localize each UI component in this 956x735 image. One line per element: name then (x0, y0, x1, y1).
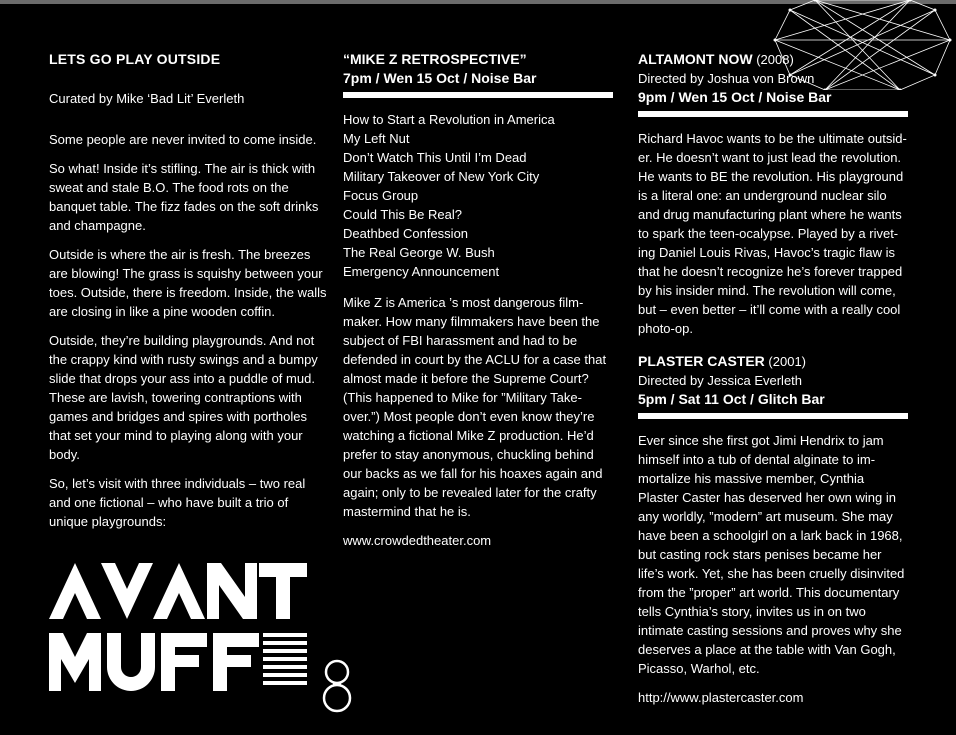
film-list (343, 110, 615, 281)
list-item: Don’t Watch This Until I’m Dead (343, 150, 527, 165)
film-director: Directed by Joshua von Brown (638, 71, 815, 86)
program-schedule: 7pm / Wen 15 Oct / Noise Bar (343, 70, 537, 86)
list-item: How to Start a Revolution in America (343, 112, 555, 127)
intro-column (49, 50, 327, 541)
film-description: Richard Havoc wants to be the ultimate outsid-er. He doesn’t want to just lead the revolution. He wants to BE the revolution. His playground is a literal one: an underground nuclear silo and drug manufacturing plant where he wants to spark the teen-ocalypse. Played by a rivet-ing Daniel Louis Rivas, Havoc’s tragic flaw is that he doesn’t recognize he’s forever trapped by his insider mind. The revolution will come, but – even better – it’ll come with a really cool photo-op. (638, 131, 907, 336)
film-year: (2001) (768, 354, 806, 369)
website-link[interactable]: http://www.plastercaster.com (638, 690, 804, 705)
intro-paragraph: Outside, they’re building playgrounds. And not the crappy kind with rusty swings and a bumpy slide that drops your ass into a puddle of mud. These are lavish, towering contraptions with games and bridges and spires with portholes that set your mind to playing along with your body. (49, 333, 318, 462)
heading-rule (343, 92, 613, 98)
circle-mark-icon (313, 656, 361, 716)
film-description: Ever since she first got Jimi Hendrix to jam himself into a tub of dental alginate to im-mortalize his massive member, Cynthia Plaster Caster has deserved her own wing in any worldly, ”modern” art museum. She may have been a schoolgirl on a lark back in 1968, but casting rock stars penises became her life’s work. Yet, she has been cruelly disinvited from the ”proper” art world. This documentary tells Cynthia’s story, invites us in on two intimate casting sessions and proves why she deserves a place at the table with Van Gogh, Picasso, Warhol, etc. (638, 433, 905, 676)
intro-paragraph: So what! Inside it’s stifling. The air is thick with sweat and stale B.O. The food rots on the banquet table. The fizz fades on the soft drinks and champagne. (49, 161, 319, 233)
list-item: Military Takeover of New York City (343, 169, 540, 184)
intro-paragraph: Outside is where the air is fresh. The breezes are blowing! The grass is squishy between your toes. Outside, there is freedom. Inside, the walls are closing in like a pine wooden coffin. (49, 247, 327, 319)
film-director: Directed by Jessica Everleth (638, 373, 803, 388)
film-title: PLASTER CASTER (638, 353, 765, 369)
intro-heading: LETS GO PLAY OUTSIDE (49, 51, 221, 67)
list-item: Could This Be Real? (343, 207, 462, 222)
mike-z-column (343, 50, 615, 550)
website-link[interactable]: www.crowdedtheater.com (343, 533, 492, 548)
intro-paragraph: So, let’s visit with three individuals – two real and one fictional – who have built a trio of unique playgrounds: (49, 476, 306, 529)
films-column (638, 50, 908, 707)
avant-muff-logo (49, 563, 309, 691)
heading-rule (638, 111, 908, 117)
program-title: “MIKE Z RETROSPECTIVE” (343, 51, 527, 67)
film-year: (2008) (756, 52, 794, 67)
program-description: Mike Z is America ’s most dangerous film-maker. How many filmmakers have been the subject of FBI harassment and had to be defended in court by the ACLU for a case that almost made it before the Supreme Court? (This happened to Mike for ”Military Take-over.”) Most people don’t even know they’re watching a fictional Mike Z production. He’d prefer to stay anonymous, chuckling behind our backs as we fall for his hoaxes again and again; only to be revealed later for the crafty mastermind that he is. (343, 295, 607, 519)
list-item: My Left Nut (343, 131, 410, 146)
film-title-block (638, 50, 908, 69)
film-title-block (638, 352, 908, 371)
film-schedule: 5pm / Sat 11 Oct / Glitch Bar (638, 391, 825, 407)
list-item: The Real George W. Bush (343, 245, 495, 260)
list-item: Emergency Announcement (343, 264, 500, 279)
list-item: Focus Group (343, 188, 419, 203)
film-title: ALTAMONT NOW (638, 51, 753, 67)
film-schedule: 9pm / Wen 15 Oct / Noise Bar (638, 89, 832, 105)
heading-rule (638, 413, 908, 419)
curator-line: Curated by Mike ‘Bad Lit’ Everleth (49, 91, 245, 106)
intro-paragraph: Some people are never invited to come inside. (49, 132, 317, 147)
list-item: Deathbed Confession (343, 226, 469, 241)
